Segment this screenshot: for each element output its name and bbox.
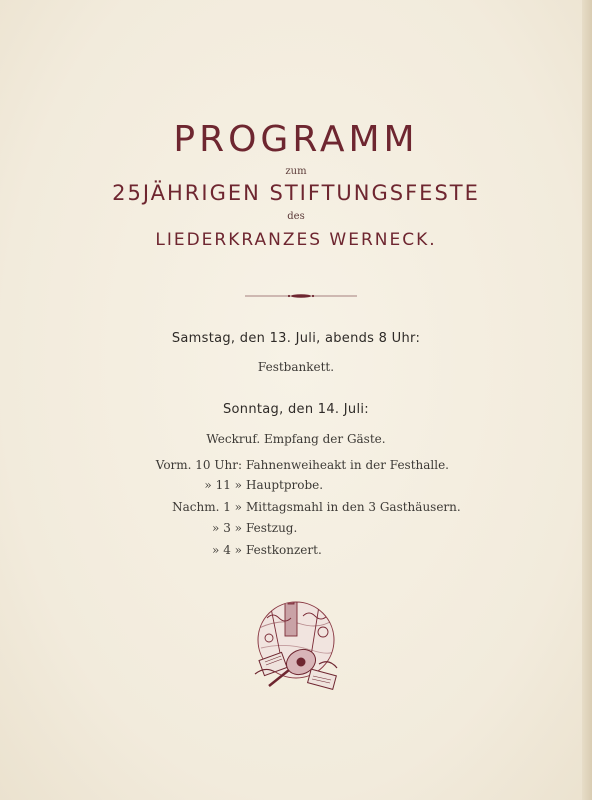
- ornamental-divider: [245, 294, 357, 298]
- schedule-desc: Festkonzert.: [246, 543, 322, 557]
- schedule-desc: Mittagsmahl in den 3 Gasthäusern.: [246, 500, 461, 514]
- music-emblem-icon: [241, 588, 351, 698]
- schedule-time: » 3 »: [212, 521, 242, 535]
- schedule-row: [0, 540, 592, 560]
- word-des: des: [287, 211, 305, 222]
- schedule-time: » 4 »: [212, 543, 242, 557]
- sunday-first-event: Weckruf. Empfang der Gäste.: [206, 432, 386, 446]
- schedule-row: [0, 497, 592, 517]
- schedule-time: Nachm. 1 »: [172, 500, 242, 514]
- saturday-heading: Samstag, den 13. Juli, abends 8 Uhr:: [171, 331, 421, 346]
- saturday-event: Festbankett.: [257, 360, 335, 374]
- occasion-title: 25JÄHRIGEN STIFTUNGSFESTE: [112, 181, 480, 205]
- schedule-time: Vorm. 10 Uhr:: [155, 458, 242, 472]
- page-title: PROGRAMM: [173, 119, 419, 160]
- schedule-desc: Fahnenweiheakt in der Festhalle.: [246, 458, 449, 472]
- schedule-row: [0, 475, 592, 495]
- schedule-time: » 11 »: [204, 478, 242, 492]
- club-name: LIEDERKRANZES WERNECK.: [155, 230, 437, 250]
- schedule-row: [0, 455, 592, 475]
- sunday-heading: Sonntag, den 14. Juli:: [223, 402, 369, 417]
- schedule-row: [0, 518, 592, 538]
- title-block: [0, 118, 592, 252]
- word-zum: zum: [285, 166, 307, 177]
- schedule-desc: Festzug.: [246, 521, 298, 535]
- schedule-desc: Hauptprobe.: [246, 478, 324, 492]
